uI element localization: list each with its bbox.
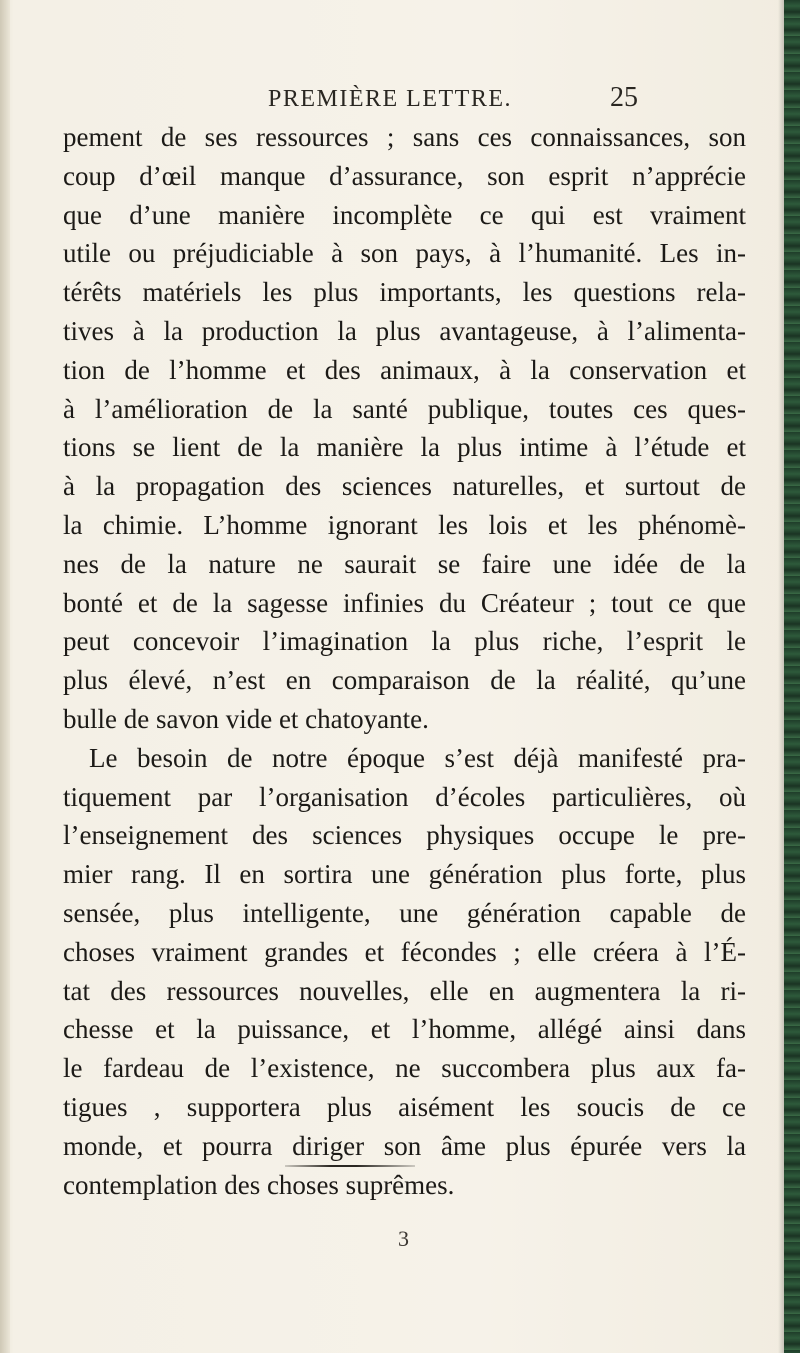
text-line: nes de la nature ne saurait se faire une idée de la — [63, 548, 746, 579]
page-number: 25 — [610, 82, 638, 113]
text-line: pement de ses ressources ; sans ces connaissances, son — [63, 122, 746, 152]
cover-edge — [784, 0, 800, 1353]
paragraph-start-line: Le besoin de notre époque s’est déjà manifesté pra- — [89, 742, 746, 773]
body-text — [63, 118, 746, 1204]
text-line: coup d’œil manque d’assurance, son esprit n’apprécie — [63, 160, 746, 191]
paragraph-end-line: bulle de savon vide et chatoyante. — [63, 703, 429, 734]
text-line: choses vraiment grandes et fécondes ; elle créera à l’É- — [63, 936, 746, 967]
text-line: tiquement par l’organisation d’écoles particulières, où — [63, 781, 746, 812]
text-line: sensée, plus intelligente, une génération capable de — [63, 897, 746, 928]
page-gutter — [0, 0, 10, 1353]
section-divider-rule — [285, 1165, 415, 1167]
text-line: monde, et pourra diriger son âme plus épurée vers la — [63, 1130, 746, 1161]
text-line: tat des ressources nouvelles, elle en augmentera la ri- — [63, 975, 746, 1006]
text-line: le fardeau de l’existence, ne succombera plus aux fa- — [63, 1053, 746, 1084]
text-line: tigues , supportera plus aisément les soucis de ce — [63, 1091, 746, 1122]
text-line: l’enseignement des sciences physiques occupe le pre- — [63, 820, 746, 851]
text-line: tion de l’homme et des animaux, à la conservation et — [63, 354, 746, 385]
paragraph-end-line: contemplation des choses suprêmes. — [63, 1169, 455, 1200]
text-line: mier rang. Il en sortira une génération plus forte, plus — [63, 859, 746, 890]
text-line: chesse et la puissance, et l’homme, allégé ainsi dans — [63, 1014, 746, 1045]
signature-mark: 3 — [398, 1226, 409, 1251]
text-line: utile ou préjudiciable à son pays, à l’humanité. Les in- — [63, 238, 746, 269]
text-line: bonté et de la sagesse infinies du Créateur ; tout ce que — [63, 587, 746, 618]
text-line: tions se lient de la manière la plus intime à l’étude et — [63, 432, 746, 463]
text-line: peut concevoir l’imagination la plus riche, l’esprit le — [63, 626, 746, 657]
text-line: que d’une manière incomplète ce qui est vraiment — [63, 199, 746, 230]
text-line: térêts matériels les plus importants, les questions rela- — [63, 277, 746, 308]
text-line: la chimie. L’homme ignorant les lois et les phénomè- — [63, 509, 746, 540]
running-head: PREMIÈRE LETTRE. — [268, 86, 512, 112]
text-line: tives à la production la plus avantageuse, à l’alimenta- — [63, 315, 746, 346]
text-line: à la propagation des sciences naturelles, et surtout de — [63, 471, 746, 502]
text-line: plus élevé, n’est en comparaison de la réalité, qu’une — [63, 665, 746, 696]
text-line: à l’amélioration de la santé publique, toutes ces ques- — [63, 393, 746, 424]
